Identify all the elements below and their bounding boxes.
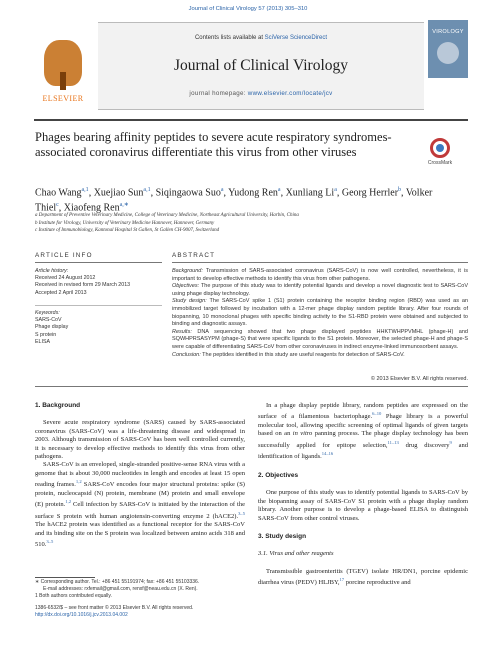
keyword-item: SARS-CoV [35, 317, 62, 324]
author-separator: , [223, 187, 229, 199]
homepage-link[interactable]: www.elsevier.com/locate/jcv [247, 90, 333, 97]
background-paragraph-1: Severe acute respiratory syndrome (SARS) caused by SARS-associated coronavirus (SARS-CoV) was a life-threatening disease and widespread in 2003. Although transmission of SARS-CoV has been well controlled currently, it is necessary to develop effective methods to identify this virus from other pathogens. [35, 419, 245, 461]
citation-link[interactable]: 3–5 [46, 539, 54, 545]
r-p1-text-a: In a phage display peptide library, random peptides are expressed on the surface of a filamentous bacteriophage. [258, 402, 468, 421]
body-left-column [35, 402, 245, 550]
r-p1-text-b: Phage library is a powerful molecular tool, allowing specific screening of optimal ligands of given targets based on an [258, 413, 468, 438]
abstract-design-label: Study design: [172, 298, 207, 305]
author-separator: , [58, 202, 64, 214]
abstract-results-label: Results: [172, 328, 192, 335]
author-name[interactable]: Georg Herrler [341, 187, 399, 199]
author-separator: , [88, 187, 94, 199]
citation-link[interactable]: 3–5 [238, 510, 245, 516]
author-name[interactable]: Volker Thiel [35, 187, 433, 214]
abstract-copyright: © 2013 Elsevier B.V. All rights reserved. [370, 376, 468, 382]
footnote-corresponding: ∗ Corresponding author. Tel.: +86 451 55191974; fax: +86 451 55103336. [35, 579, 200, 585]
citation-link[interactable]: 14–16 [321, 451, 334, 457]
author-separator: , [150, 187, 156, 199]
abstract-conclusion-label: Conclusion: [172, 351, 201, 358]
journal-banner [98, 22, 424, 110]
footnotes [35, 579, 245, 600]
masthead-rule [34, 119, 468, 121]
running-head: Journal of Clinical Virology 57 (2013) 305–310 [188, 6, 308, 12]
bg-p2-text-d: The hACE2 protein was identified as a functional receptor for the SARS-CoV and its binding site on the S protein was localized between amino acids 318 and 510. [35, 521, 245, 549]
footer-meta [35, 605, 245, 619]
abstract-results [172, 329, 468, 352]
citation-link[interactable]: 11–13 [387, 439, 399, 445]
keyword-item: S protein [35, 331, 57, 338]
abstract-background [172, 268, 468, 283]
crossmark-badge[interactable] [420, 138, 460, 166]
author-list [35, 184, 455, 215]
abstract-background-text: Transmission of SARS-associated coronavirus (SARS-CoV) is now well controlled, nevertheless, it is important to develop effective methods to identify this virus from other pathogens. [172, 268, 468, 282]
author-name[interactable]: Chao Wang [35, 187, 82, 199]
author-name[interactable]: Xiaofeng Ren [63, 202, 120, 214]
abstract-body [172, 268, 468, 359]
history-label: Article history: [35, 268, 69, 274]
crossmark-label: CrossMark [427, 160, 453, 166]
article-title: Phages bearing affinity peptides to severe acute respiratory syndromes-associated coronavirus differentiate this virus from other viruses [35, 130, 392, 159]
body-right-column [258, 402, 468, 588]
elsevier-logo [34, 32, 92, 106]
abstract-design-text: The SARS-CoV spike 1 (S1) protein containing the receptor binding region (RBD) was used as an immobilized target followed by incubation with a 12-mer phage display random peptide library. After four rounds of biopanning, 10 monoclonal phages with specific binding activity to the S1-RBD protein were obtained and subjected to binding and diagnostic assays. [172, 298, 469, 328]
author-separator: , [336, 187, 342, 199]
r-p1-text-e: and identification of ligands. [258, 441, 469, 461]
section-heading-objectives: 2. Objectives [258, 471, 299, 479]
section-heading-background: 1. Background [35, 402, 81, 409]
abstract-bottom-rule [35, 386, 468, 387]
r-p1-italic: in vitro [292, 430, 313, 438]
journal-title: Journal of Clinical Virology [174, 57, 348, 74]
author-name[interactable]: Xunliang Li [285, 187, 335, 199]
journal-cover-thumbnail [428, 20, 468, 78]
crossmark-icon [430, 138, 450, 158]
publisher-logo-text: ELSEVIER [42, 94, 84, 103]
cover-virus-icon [437, 42, 459, 64]
phage-display-paragraph [258, 402, 468, 462]
keywords [35, 310, 162, 346]
author-affiliation-marker: a,∗ [119, 202, 129, 209]
r-p1-text-d: drug discovery [398, 441, 450, 449]
section-heading-study-design: 3. Study design [258, 532, 307, 540]
cover-title: VIROLOGY [432, 29, 464, 35]
author-separator: , [280, 187, 286, 199]
bg-p2-text-c: Cell infection by SARS-CoV is initiated by the interaction of the surface S protein with human angiotensin-converting enzyme 2 (hACE2). [35, 501, 245, 520]
contents-prefix: Contents lists available at [194, 35, 265, 41]
keywords-label: Keywords: [35, 310, 60, 316]
author-name[interactable]: Yudong Ren [228, 187, 278, 199]
author-affiliation-marker: a [277, 187, 281, 193]
s31-text-a: Transmissible gastroenteritis (TGEV) isolate HR/DN1, porcine epidemic diarrhea virus (PEDV) HLJBY, [258, 567, 468, 587]
article-info-rule [35, 262, 162, 263]
keyword-item: Phage display [35, 324, 69, 331]
doi-link[interactable]: http://dx.doi.org/10.1016/j.jcv.2013.04.002 [35, 612, 128, 618]
abstract-objectives [172, 283, 468, 298]
elsevier-trunk-icon [60, 72, 66, 90]
abstract-rule [172, 262, 468, 263]
history-accepted: Accepted 2 April 2013 [35, 289, 87, 296]
citation-link[interactable]: 17 [339, 577, 345, 583]
abstract-objectives-label: Objectives: [172, 283, 200, 290]
objectives-paragraph: One purpose of this study was to identify potential ligands to SARS-CoV by the biopanning assay of SARS-CoV S1 protein with a phage display random library. Another purpose is to develop a phage-based ELISA to distinguish SARS-CoV from other control viruses. [258, 489, 468, 522]
affiliation-b: b Institute for Virology, University of Veterinary Medicine Hannover, Hannover, Germany [35, 220, 215, 226]
bg-p2-text-b: SARS-CoV encodes four major structural proteins: spike (S) protein, nucleocapsid (N) protein, membrane (M) protein and small envelope (E) protein. [35, 481, 245, 509]
author-affiliation-marker: a,1 [143, 187, 151, 193]
background-paragraph-2 [35, 461, 245, 549]
subsection-heading-virus: 3.1. Virus and other reagents [258, 550, 334, 558]
article-info-heading: ARTICLE INFO [35, 252, 93, 259]
keywords-rule [35, 305, 162, 306]
r-p1-text-c: panning process. The phage display technology has been successfully applied for epitope selection, [258, 430, 469, 449]
s31-text-b: porcine reproductive and [344, 579, 411, 587]
article-history [35, 268, 162, 297]
sciencedirect-link[interactable]: SciVerse ScienceDirect [264, 35, 328, 41]
abstract-background-label: Background: [172, 268, 203, 274]
abstract-conclusion-text: The peptides identified in this study are useful reagents for detection of SARS-CoV. [200, 351, 405, 358]
history-revised: Received in revised form 29 March 2013 [35, 282, 131, 289]
footnote-equal-contribution: 1 Both authors contributed equally. [35, 593, 112, 599]
journal-masthead [34, 29, 468, 108]
homepage-prefix: journal homepage: [189, 90, 248, 97]
contents-line [98, 35, 424, 41]
keyword-item: ELISA [35, 338, 51, 345]
citation-link[interactable]: 1,2 [75, 479, 82, 485]
history-received: Received 24 August 2012 [35, 275, 96, 282]
author-affiliation-marker: a [220, 187, 224, 193]
affiliation-c: c Institute of Immunobiology, Kantonal Hospital St Gallen, St Gallen CH-9007, Switzerland [35, 228, 220, 234]
bg-p2-text-a: SARS-CoV is an enveloped, single-stranded positive-sense RNA virus with a genome that is about 30,000 nucleotides in length and encodes at least 15 open reading frames. [35, 461, 245, 489]
citation-link[interactable]: 6–10 [372, 411, 382, 417]
virus-paragraph [258, 568, 468, 588]
footnote-rule [35, 577, 95, 578]
abstract-design [172, 298, 468, 328]
author-affiliation-marker: c [56, 202, 59, 209]
author-affiliation-marker: b [398, 187, 402, 193]
issn-line: 1386-6532/$ – see front matter © 2013 Elsevier B.V. All rights reserved. [35, 605, 194, 611]
author-separator: , [401, 187, 406, 199]
abstract-results-text: DNA sequencing showed that two phage displayed peptides HHKTWHPPVMHL (phage-H) and SQWHPRSASYPM (phage-S) that were specific ligands to the S1 protein. Moreover, the selected phage-H and phage-S were capable of differentiating SARS-CoV from other coronaviruses in indirect enzyme-linked immunosorbent assays. [172, 328, 468, 350]
citation-link[interactable]: 1,2 [65, 499, 72, 505]
author-name[interactable]: Xuejiao Sun [93, 187, 144, 199]
author-affiliation-marker: a,1 [81, 187, 89, 193]
author-affiliation-marker: a [334, 187, 337, 193]
abstract-heading: ABSTRACT [172, 252, 216, 259]
affiliations [35, 212, 465, 235]
abstract-conclusion [172, 352, 468, 360]
affiliation-a: a Department of Preventive Veterinary Medicine, College of Veterinary Medicine, Northeast Agricultural University, Harbin, China [35, 213, 299, 218]
author-name[interactable]: Siqingaowa Suo [155, 187, 221, 199]
citation-link[interactable]: 9 [449, 439, 452, 445]
footnote-email: E-mail addresses: rxfemail@gmail.com, renxf@neau.edu.cn (X. Ren). [43, 586, 198, 592]
homepage-line [98, 90, 424, 97]
abstract-objectives-text: The purpose of this study was to identify potential ligands and develop a novel diagnostic test to SARS-CoV using phage display technology. [172, 283, 468, 297]
